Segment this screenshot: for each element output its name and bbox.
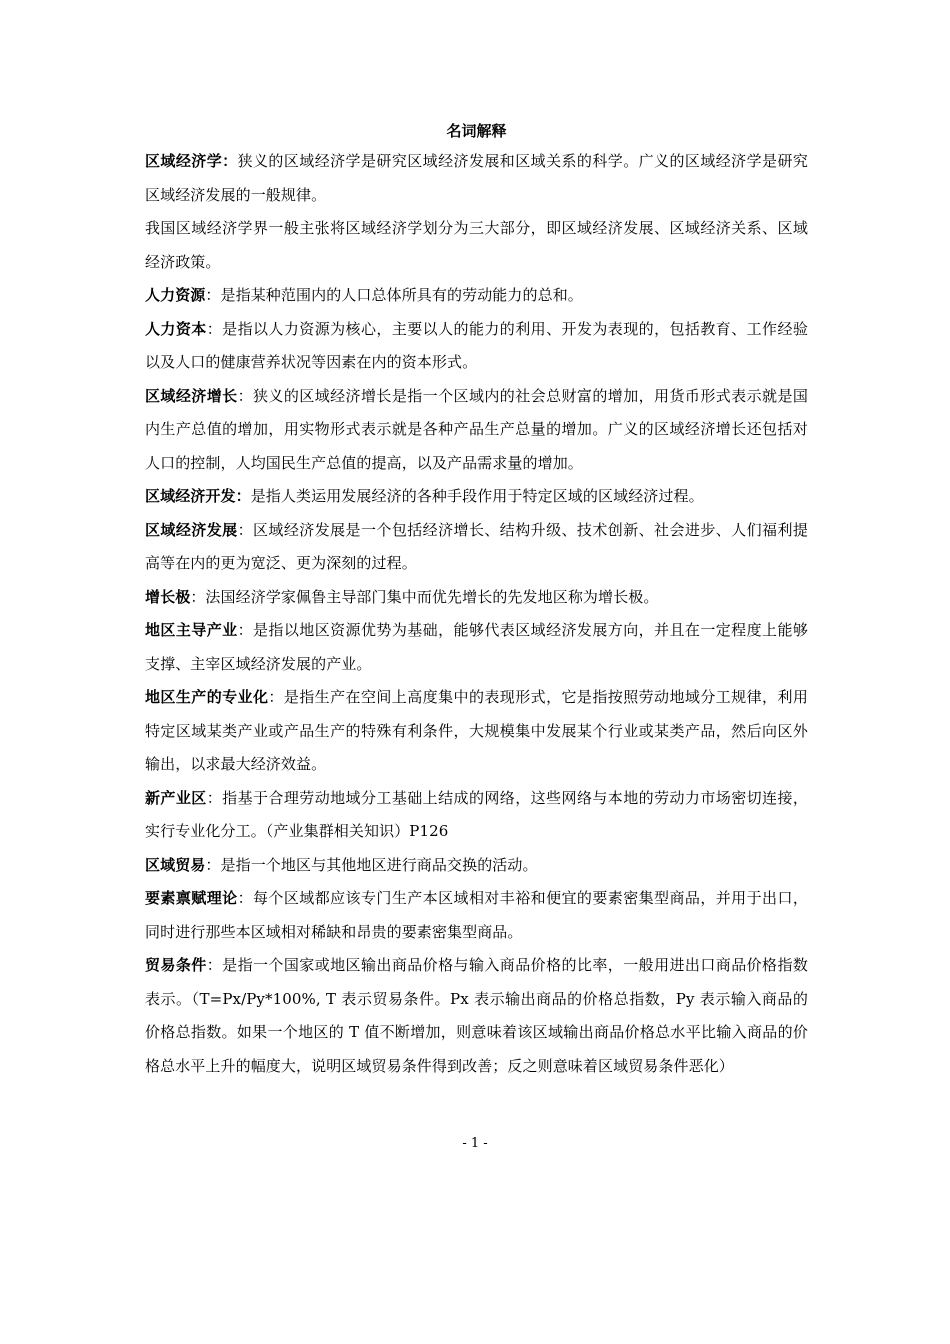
entry-term: 地区主导产业 (145, 621, 238, 639)
entry-text: 是指人类运用发展经济的各种手段作用于特定区域的区域经济过程。 (250, 487, 704, 505)
entry-new-industrial-district (145, 782, 808, 849)
entry-regional-trade (145, 849, 808, 883)
entry-text: ：狭义的区域经济增长是指一个区域内的社会总财富的增加，用货币形式表示就是国内生产总值的增加，用实物形式表示就是各种产品生产总量的增加。广义的区域经济增长还包括对人口的控制，人均国民生产总值的提高，以及产品需求量的增加。 (145, 386, 808, 472)
entry-growth-pole (145, 581, 808, 615)
entry-text: ：每个区域都应该专门生产本区域相对丰裕和便宜的要素密集型商品，并用于出口，同时进行那些本区域相对稀缺和昂贵的要素密集型商品。 (145, 889, 808, 941)
entry-term: 区域经济增长 (145, 386, 238, 405)
entry-term: 增长极 (145, 587, 191, 606)
entry-text: ：是指一个国家或地区输出商品价格与输入商品价格的比率，一般用进出口商品价格指数表示。（T=Px/Py*100%, T 表示贸易条件。Px 表示输出商品的价格总指数，Py 表示输入商品的价格总指数。如果一个地区的 T 值不断增加，则意味着该区域输出商品价格总水平比输入商品的价格总水平上升的幅度大，说明区域贸易条件得到改善；反之则意味着区域贸易条件恶化） (145, 956, 809, 1075)
entry-term: 新产业区 (145, 788, 207, 807)
entry-regional-development (145, 514, 808, 581)
entry-leading-industry (145, 614, 808, 681)
entry-human-resources (145, 279, 808, 313)
page-number: - 1 - (462, 1136, 488, 1151)
entry-term: 区域经济开发： (145, 487, 251, 505)
entry-text: 我国区域经济学界一般主张将区域经济学划分为三大部分，即区域经济发展、区域经济关系、区域经济政策。 (145, 219, 808, 271)
page-title: 名词解释 (446, 122, 507, 140)
entry-regional-economics-parts (145, 212, 808, 279)
entry-regional-economics (145, 145, 808, 212)
entry-text: ：是指某种范围内的人口总体所具有的劳动能力的总和。 (205, 286, 583, 304)
entry-text: ：是指以人力资源为核心，主要以人的能力的利用、开发为表现的，包括教育、工作经验以及人口的健康营养状况等因素在内的资本形式。 (145, 319, 809, 371)
document-page (145, 121, 808, 1083)
entry-term: 区域经济学： (145, 152, 238, 170)
entry-text: ：是指以地区资源优势为基础，能够代表区域经济发展方向，并且在一定程度上能够支撑、主宰区域经济发展的产业。 (145, 621, 808, 673)
entry-text: 狭义的区域经济学是研究区域经济发展和区域关系的科学。广义的区域经济学是研究区域经济发展的一般规律。 (145, 152, 808, 204)
entry-terms-of-trade (145, 949, 808, 1083)
entry-text: ：法国经济学家佩鲁主导部门集中而优先增长的先发地区称为增长极。 (190, 587, 659, 606)
entry-term: 区域经济发展 (145, 520, 238, 539)
entry-regional-development-exploitation (145, 480, 808, 514)
entry-text: ：是指生产在空间上高度集中的表现形式，它是指按照劳动地域分工规律，利用特定区域某类产业或产品生产的特殊有利条件，大规模集中发展某个行业或某类产品，然后向区外输出，以求最大经济效益。 (145, 688, 808, 773)
entry-text: ：是指一个地区与其他地区进行商品交换的活动。 (205, 855, 538, 874)
entry-text: ：指基于合理劳动地域分工基础上结成的网络，这些网络与本地的劳动力市场密切连接，实行专业化分工。（产业集群相关知识）P126 (145, 788, 809, 840)
entry-term: 人力资本 (145, 319, 207, 338)
entry-human-capital (145, 313, 808, 380)
entry-factor-endowment (145, 882, 808, 949)
entry-regional-growth (145, 380, 808, 481)
entry-text: ：区域经济发展是一个包括经济增长、结构升级、技术创新、社会进步、人们福利提高等在内的更为宽泛、更为深刻的过程。 (145, 520, 808, 572)
entry-specialization (145, 681, 808, 782)
entry-term: 贸易条件 (145, 956, 207, 974)
entry-term: 区域贸易 (145, 855, 206, 874)
entry-term: 地区生产的专业化 (145, 688, 269, 706)
entry-term: 人力资源 (145, 286, 206, 304)
entry-term: 要素禀赋理论 (145, 889, 238, 907)
